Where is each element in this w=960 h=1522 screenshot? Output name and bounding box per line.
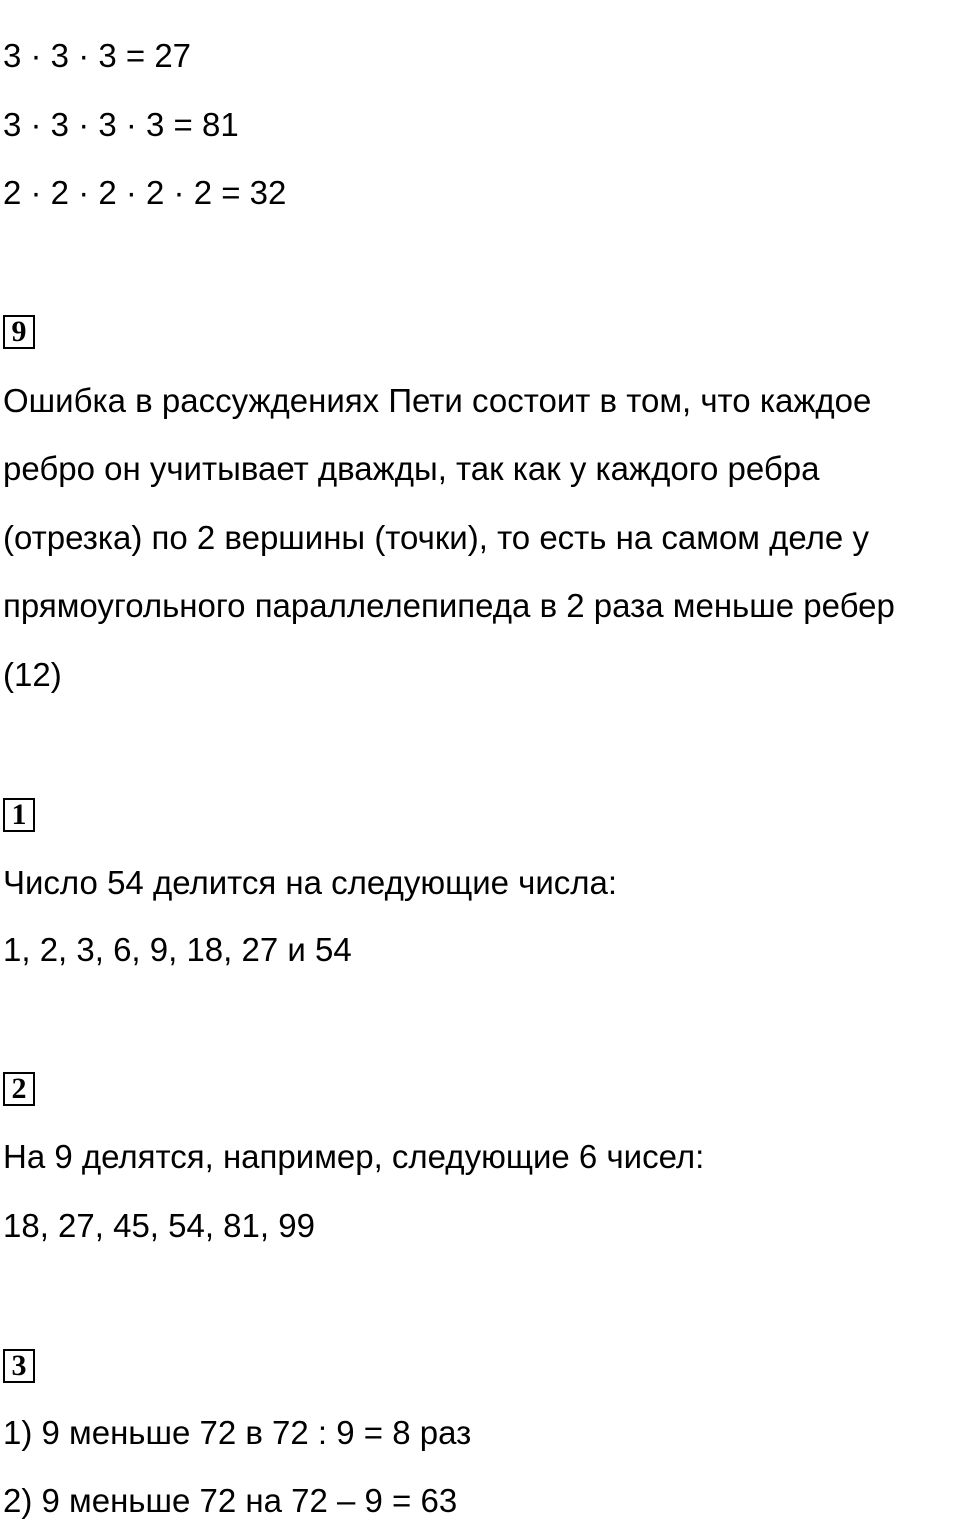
- text-line: 1) 9 меньше 72 в 72 : 9 = 8 раз: [3, 1414, 472, 1451]
- task-number-box: 9: [3, 315, 35, 349]
- equation-line: 3 · 3 · 3 · 3 = 81: [3, 106, 239, 143]
- equation-line: 3 · 3 · 3 = 27: [3, 37, 192, 74]
- task-number-box: 1: [3, 798, 35, 832]
- text-line: (отрезка) по 2 вершины (точки), то есть на самом деле у: [3, 519, 869, 556]
- text-line: 1, 2, 3, 6, 9, 18, 27 и 54: [3, 931, 352, 968]
- equation-line: 2 · 2 · 2 · 2 · 2 = 32: [3, 174, 287, 211]
- text-line: ребро он учитывает дважды, так как у каждого ребра: [3, 450, 820, 487]
- task-number-box: 2: [3, 1072, 35, 1106]
- text-line: 18, 27, 45, 54, 81, 99: [3, 1207, 315, 1244]
- text-line: Число 54 делится на следующие числа:: [3, 864, 618, 901]
- text-line: Ошибка в рассуждениях Пети состоит в том, что каждое: [3, 382, 872, 419]
- text-line: прямоугольного параллелепипеда в 2 раза меньше ребер: [3, 587, 895, 624]
- task-number-box: 3: [3, 1349, 35, 1383]
- text-line: На 9 делятся, например, следующие 6 чисел:: [3, 1138, 705, 1175]
- text-line: (12): [3, 656, 62, 693]
- text-line: 2) 9 меньше 72 на 72 – 9 = 63: [3, 1482, 458, 1519]
